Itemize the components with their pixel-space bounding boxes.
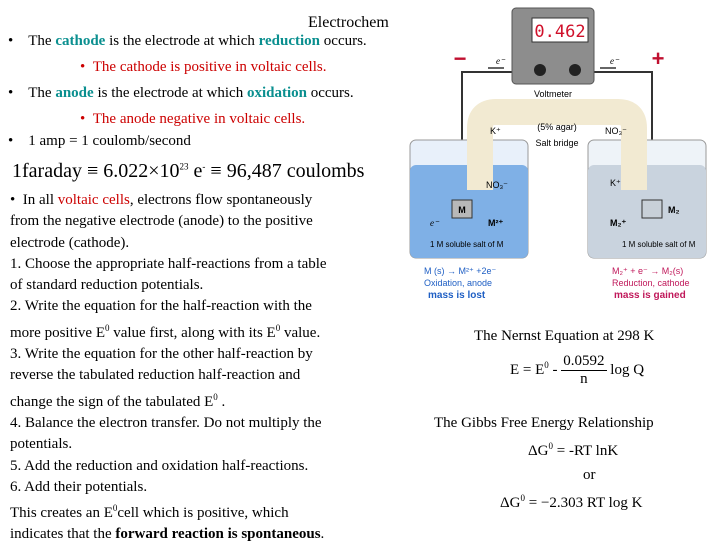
cathode-reaction: M₂⁺ + e⁻ → M₂(s) [612, 266, 684, 276]
cathode-label: Reduction, cathode [612, 278, 690, 288]
anode-mass: mass is lost [428, 290, 486, 301]
gibbs-heading: The Gibbs Free Energy Relationship [434, 415, 654, 431]
k-ion-left: K⁺ [490, 126, 501, 136]
electrode-right-label: M₂ [668, 205, 680, 215]
bullet-anode: • The anode is the electrode at which oxidation occurs. [8, 85, 354, 101]
m2-ion-right: M₂⁺ [610, 218, 627, 228]
anode-reaction: M (s) → M²⁺ +2e⁻ [424, 266, 497, 276]
terminal-left [534, 64, 546, 76]
anode-label: Oxidation, anode [424, 278, 493, 288]
salt-bridge-label: Salt bridge [535, 138, 579, 148]
m2-ion-left: M²⁺ [488, 218, 504, 228]
slide-title: Electrochem [308, 14, 389, 31]
electron-label-left: e⁻ [496, 56, 505, 66]
voltmeter-label: Voltmeter [533, 89, 573, 99]
sub-bullet-anode: • The anode negative in voltaic cells. [80, 111, 306, 127]
no3-ion-top: NO₃⁻ [605, 126, 627, 136]
terminal-right [569, 64, 581, 76]
gibbs-equation-1: $\Delta G^0 = -RT$ lnK [528, 441, 619, 459]
electrode-left-label: M [458, 205, 466, 215]
minus-sign: − [453, 46, 467, 71]
voltmeter-reading: 0.462 [534, 22, 586, 42]
no3-ion-left: NO₃⁻ [486, 180, 508, 190]
agar-label: (5% agar) [537, 122, 577, 132]
sub-bullet-cathode: • The cathode is positive in voltaic cells. [80, 59, 327, 75]
cathode-mass: mass is gained [614, 290, 686, 301]
solution-left-label: 1 M soluble salt of M [430, 240, 504, 249]
solution-right-label: 1 M soluble salt of M [622, 240, 696, 249]
voltaic-cell-diagram [400, 0, 720, 310]
nernst-equation: $E = E^0$ - $\frac{0.0592}{n}$ log Q [510, 353, 645, 387]
gibbs-or: or [583, 467, 596, 483]
electrode-right [642, 200, 662, 218]
bullet-amp: • 1 amp = 1 coulomb/second [8, 133, 191, 149]
electron-label-right: e⁻ [610, 56, 619, 66]
plus-sign: + [651, 46, 665, 71]
faraday-equation: 1faraday ≡ $6.022\times 10^{23}$ e- ≡ 96,487 coulombs [12, 160, 365, 182]
electron-left-solution: e⁻ [430, 218, 439, 228]
gibbs-equation-2: $\Delta G^0 = -2.303$ RT log K [500, 493, 643, 511]
steps-text: • In all voltaic cells, electrons flow spontaneously from the negative electrode (anode) to the positive electrode (cathode). 1. Choose the appropriate half-reactions from a table of standard reduction potentials. 2. Write the equation for the half-reaction with the more positive $E^0$ value first, along with its $E^0$ value. 3. Write the equation for the other half-reaction by reverse the tabulated reduction half-reaction and change the sign of the tabulated $E^0$ . 4. Balance the electron transfer. Do not multiply the potentials. 5. Add the reduction and oxidation half-reactions. 6. Add their potentials. This creates an $E^0cell$ which is positive, which indicates that the forward reaction is spontaneous. [10, 192, 327, 543]
bullet-cathode: • The cathode is the electrode at which reduction occurs. [8, 33, 367, 49]
k-ion-right: K⁺ [610, 178, 621, 188]
nernst-heading: The Nernst Equation at 298 K [474, 328, 655, 344]
